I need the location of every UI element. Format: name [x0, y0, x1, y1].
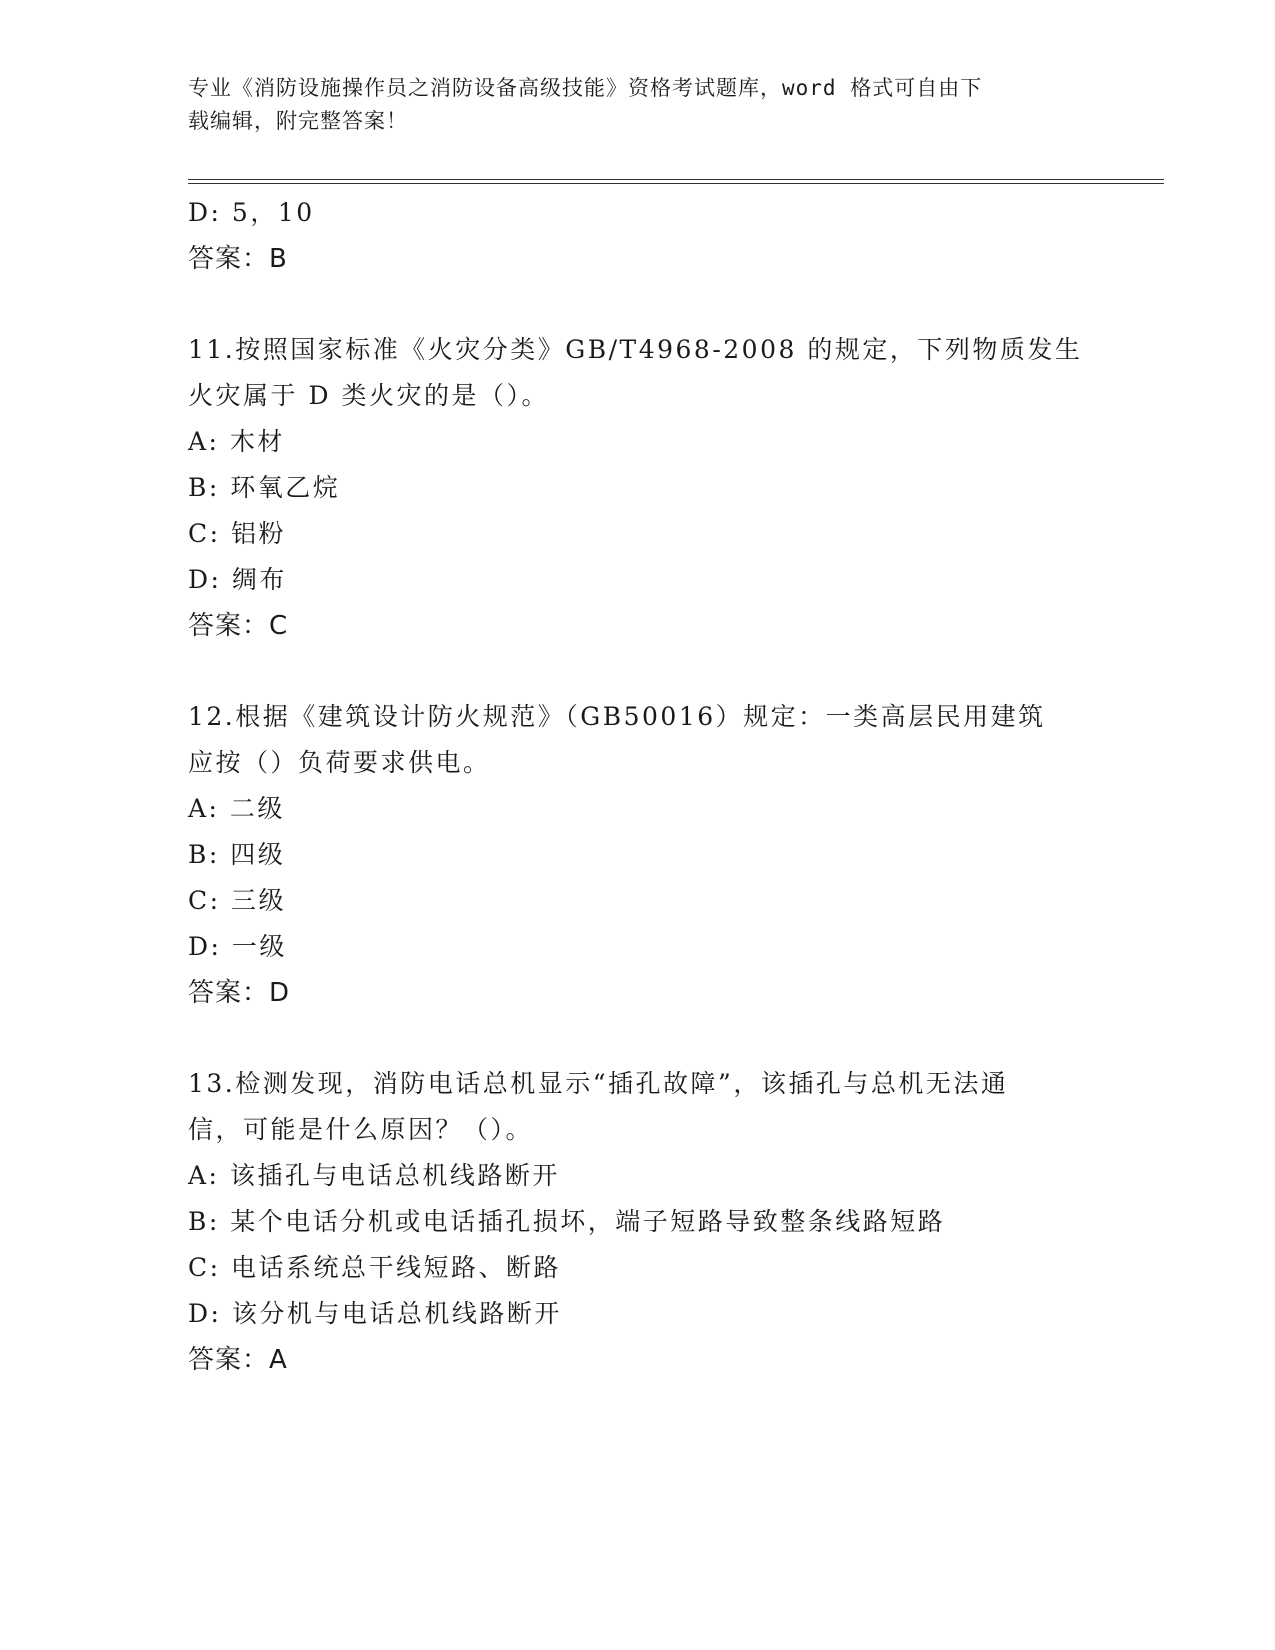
answer-line: 答案：C [188, 611, 289, 641]
option-c: C: 铝粉 [188, 519, 286, 548]
header-line-1: 专业《消防设施操作员之消防设备高级技能》资格考试题库，word 格式可自由下 [188, 76, 983, 100]
page-header [188, 72, 1088, 138]
question-12 [188, 694, 1088, 1016]
answer-line: 答案：D [188, 978, 291, 1008]
question-stem: 13.检测发现，消防电话总机显示“插孔故障”，该插孔与总机无法通 [188, 1069, 1009, 1098]
option-b: B: 某个电话分机或电话插孔损坏，端子短路导致整条线路短路 [188, 1207, 946, 1236]
question-13 [188, 1061, 1088, 1383]
option-c: C: 三级 [188, 886, 286, 915]
question-stem: 应按（）负荷要求供电。 [188, 748, 491, 777]
question-list [188, 190, 1088, 1383]
option-a: A: 木材 [188, 427, 285, 456]
option-a: A: 二级 [188, 794, 285, 823]
question-stem: 信，可能是什么原因？（）。 [188, 1115, 534, 1144]
question-11 [188, 327, 1088, 649]
option-d: D: 5，10 [188, 198, 315, 227]
header-divider-bottom [188, 183, 1164, 184]
question-stem: 11.按照国家标准《火灾分类》GB/T4968-2008 的规定，下列物质发生 [188, 335, 1083, 364]
header-line-2: 载编辑，附完整答案！ [188, 109, 408, 133]
option-b: B: 环氧乙烷 [188, 473, 341, 502]
option-d: D: 一级 [188, 932, 287, 961]
option-a: A: 该插孔与电话总机线路断开 [188, 1161, 560, 1190]
question-stem: 12.根据《建筑设计防火规范》（GB50016）规定：一类高层民用建筑 [188, 702, 1046, 731]
option-c: C: 电话系统总干线短路、断路 [188, 1253, 561, 1282]
header-divider-top [188, 179, 1164, 180]
option-b: B: 四级 [188, 840, 286, 869]
option-d: D: 绸布 [188, 565, 287, 594]
option-d: D: 该分机与电话总机线路断开 [188, 1299, 562, 1328]
question-stem: 火灾属于 D 类火灾的是（）。 [188, 381, 549, 410]
previous-question-tail [188, 190, 1088, 282]
answer-line: 答案：B [188, 244, 288, 274]
answer-line: 答案：A [188, 1345, 288, 1375]
